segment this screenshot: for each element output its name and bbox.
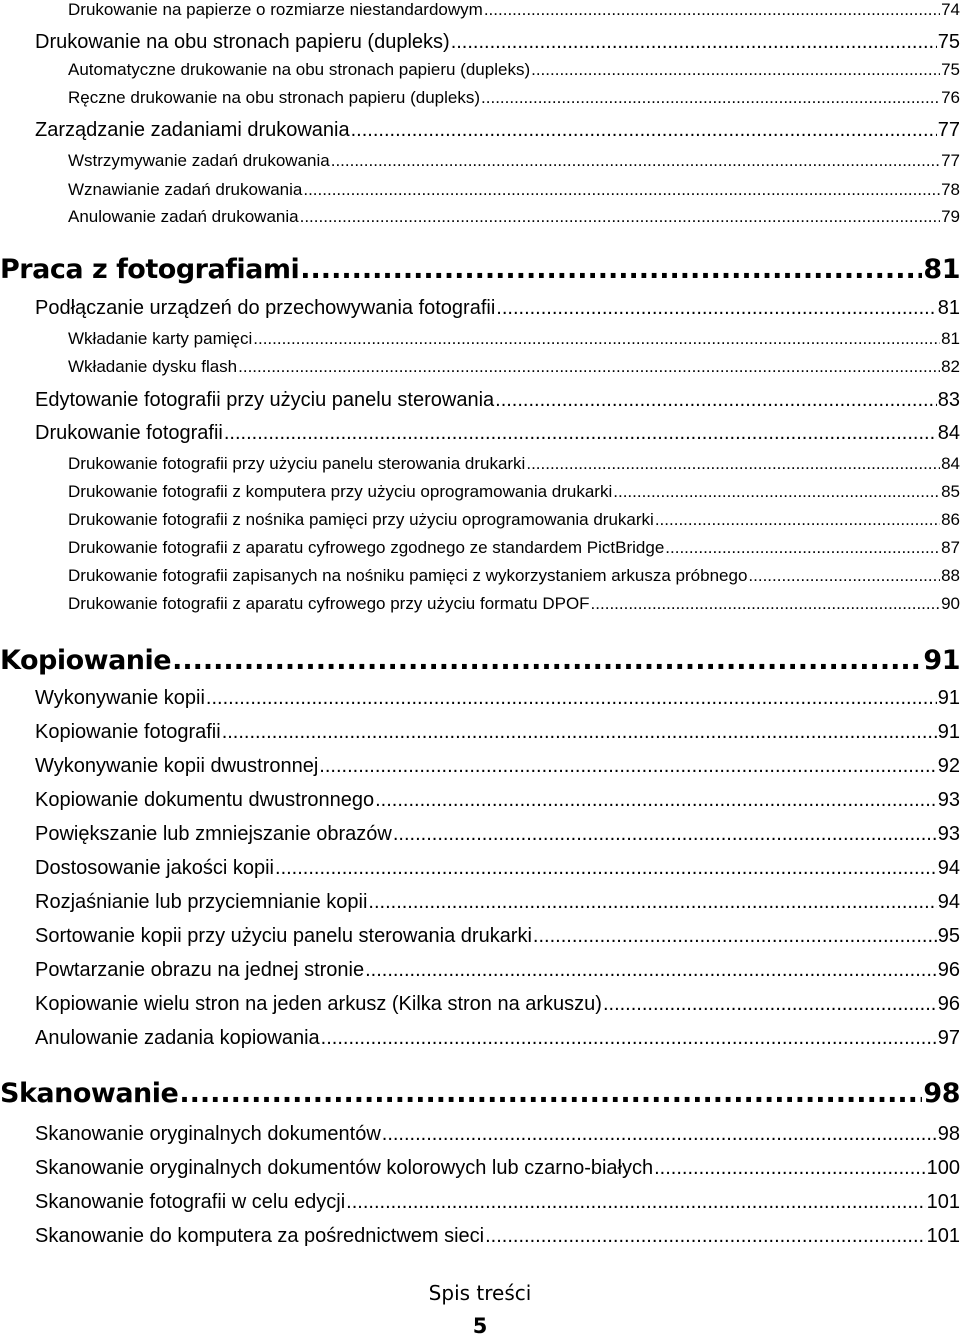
toc-entry-page: 98 bbox=[937, 1123, 960, 1145]
toc-entry-title: Skanowanie oryginalnych dokumentów kolorowych lub czarno-białych bbox=[35, 1157, 654, 1179]
toc-entry-title: Wznawianie zadań drukowania bbox=[68, 180, 303, 199]
toc-chapter[interactable] bbox=[0, 1078, 960, 1109]
toc-dot-leader bbox=[591, 594, 941, 614]
toc-entry-page: 93 bbox=[937, 823, 960, 845]
toc-dot-leader bbox=[222, 721, 937, 744]
toc-entry-title: Wykonywanie kopii dwustronnej bbox=[35, 755, 319, 777]
toc-entry-page: 94 bbox=[937, 891, 960, 913]
toc-entry-page: 93 bbox=[937, 789, 960, 811]
toc-entry-title: Drukowanie fotografii bbox=[35, 422, 223, 444]
toc-dot-leader bbox=[253, 329, 940, 349]
toc-subsection[interactable] bbox=[0, 454, 960, 474]
toc-dot-leader bbox=[303, 180, 940, 200]
toc-dot-leader bbox=[495, 389, 937, 412]
toc-dot-leader bbox=[665, 538, 940, 558]
toc-section[interactable] bbox=[0, 993, 960, 1016]
toc-entry-page: 91 bbox=[937, 687, 960, 709]
toc-entry-page: 101 bbox=[926, 1225, 960, 1247]
toc-dot-leader bbox=[172, 645, 922, 676]
toc-entry-title: Zarządzanie zadaniami drukowania bbox=[35, 119, 350, 141]
toc-entry-title: Wstrzymywanie zadań drukowania bbox=[68, 151, 330, 170]
toc-entry-page: 97 bbox=[937, 1027, 960, 1049]
toc-dot-leader bbox=[655, 510, 940, 530]
toc-entry-page: 88 bbox=[941, 566, 960, 585]
toc-entry-title: Ręczne drukowanie na obu stronach papieru (dupleks) bbox=[68, 88, 481, 107]
toc-dot-leader bbox=[496, 297, 936, 320]
footer-page-number: 5 bbox=[472, 1314, 488, 1338]
toc-entry-title: Praca z fotografiami bbox=[0, 254, 300, 285]
toc-entry-title: Dostosowanie jakości kopii bbox=[35, 857, 275, 879]
toc-entry-title: Skanowanie bbox=[0, 1078, 179, 1109]
toc-entry-page: 98 bbox=[923, 1078, 960, 1109]
toc-entry-page: 81 bbox=[941, 329, 960, 348]
toc-entry-page: 94 bbox=[937, 857, 960, 879]
toc-entry-title: Sortowanie kopii przy użyciu panelu sterowania drukarki bbox=[35, 925, 532, 947]
toc-entry-title: Drukowanie na obu stronach papieru (dupleks) bbox=[35, 31, 450, 53]
toc-section[interactable] bbox=[0, 959, 960, 982]
toc-section[interactable] bbox=[0, 1157, 960, 1180]
toc-entry-title: Drukowanie fotografii zapisanych na nośniku pamięci z wykorzystaniem arkusza próbnego bbox=[68, 566, 748, 585]
toc-section[interactable] bbox=[0, 422, 960, 445]
toc-entry-title: Drukowanie fotografii z aparatu cyfrowego przy użyciu formatu DPOF bbox=[68, 594, 590, 613]
toc-dot-leader bbox=[346, 1191, 925, 1214]
toc-section[interactable] bbox=[0, 1123, 960, 1146]
toc-section[interactable] bbox=[0, 925, 960, 948]
toc-entry-title: Edytowanie fotografii przy użyciu panelu sterowania bbox=[35, 389, 495, 411]
toc-subsection[interactable] bbox=[0, 207, 960, 227]
toc-entry-page: 77 bbox=[937, 119, 960, 141]
toc-entry-title: Drukowanie fotografii przy użyciu panelu sterowania drukarki bbox=[68, 454, 526, 473]
toc-entry-page: 76 bbox=[941, 88, 960, 107]
toc-section[interactable] bbox=[0, 755, 960, 778]
toc-dot-leader bbox=[382, 1123, 937, 1146]
toc-dot-leader bbox=[485, 1225, 926, 1248]
toc-entry-title: Podłączanie urządzeń do przechowywania fotografii bbox=[35, 297, 496, 319]
toc-entry-title: Wkładanie dysku flash bbox=[68, 357, 238, 376]
toc-section[interactable] bbox=[0, 823, 960, 846]
toc-dot-leader bbox=[206, 687, 937, 710]
toc-chapter[interactable] bbox=[0, 254, 960, 285]
toc-entry-page: 82 bbox=[941, 357, 960, 376]
toc-entry-title: Automatyczne drukowanie na obu stronach papieru (dupleks) bbox=[68, 60, 531, 79]
toc-entry-page: 77 bbox=[941, 151, 960, 170]
toc-dot-leader bbox=[533, 925, 937, 948]
toc-entry-page: 86 bbox=[941, 510, 960, 529]
toc-entry-title: Skanowanie oryginalnych dokumentów bbox=[35, 1123, 381, 1145]
toc-entry-page: 96 bbox=[937, 959, 960, 981]
toc-entry-title: Drukowanie fotografii z komputera przy użyciu oprogramowania drukarki bbox=[68, 482, 613, 501]
toc-entry-title: Anulowanie zadania kopiowania bbox=[35, 1027, 320, 1049]
toc-entry-page: 91 bbox=[937, 721, 960, 743]
toc-subsection[interactable] bbox=[0, 482, 960, 502]
toc-dot-leader bbox=[603, 993, 937, 1016]
toc-dot-leader bbox=[179, 1078, 922, 1109]
toc-entry-title: Skanowanie do komputera za pośrednictwem sieci bbox=[35, 1225, 485, 1247]
toc-subsection[interactable] bbox=[0, 151, 960, 171]
toc-section[interactable] bbox=[0, 389, 960, 412]
toc-dot-leader bbox=[531, 60, 940, 80]
toc-dot-leader bbox=[481, 88, 940, 108]
toc-subsection[interactable] bbox=[0, 60, 960, 80]
toc-entry-page: 90 bbox=[941, 594, 960, 613]
toc-dot-leader bbox=[238, 357, 940, 377]
toc-entry-page: 101 bbox=[926, 1191, 960, 1213]
toc-entry-title: Skanowanie fotografii w celu edycji bbox=[35, 1191, 346, 1213]
toc-dot-leader bbox=[654, 1157, 926, 1180]
toc-entry-page: 84 bbox=[941, 454, 960, 473]
toc-dot-leader bbox=[321, 1027, 937, 1050]
toc-entry-title: Anulowanie zadań drukowania bbox=[68, 207, 299, 226]
toc-entry-title: Kopiowanie wielu stron na jeden arkusz (Kilka stron na arkuszu) bbox=[35, 993, 602, 1015]
toc-dot-leader bbox=[375, 789, 937, 812]
toc-section[interactable] bbox=[0, 1191, 960, 1214]
toc-section[interactable] bbox=[0, 687, 960, 710]
toc-dot-leader bbox=[300, 207, 940, 227]
toc-dot-leader bbox=[224, 422, 937, 445]
toc-dot-leader bbox=[748, 566, 940, 586]
toc-entry-page: 75 bbox=[941, 60, 960, 79]
toc-section[interactable] bbox=[0, 891, 960, 914]
toc-entry-page: 96 bbox=[937, 993, 960, 1015]
toc-dot-leader bbox=[484, 0, 940, 20]
toc-entry-title: Drukowanie fotografii z aparatu cyfrowego zgodnego ze standardem PictBridge bbox=[68, 538, 665, 557]
toc-subsection[interactable] bbox=[0, 594, 960, 614]
toc-entry-page: 81 bbox=[923, 254, 960, 285]
toc-subsection[interactable] bbox=[0, 538, 960, 558]
toc-entry-title: Kopiowanie fotografii bbox=[35, 721, 221, 743]
toc-section[interactable] bbox=[0, 119, 960, 142]
toc-entry-page: 74 bbox=[941, 0, 960, 19]
toc-entry-page: 84 bbox=[937, 422, 960, 444]
toc-entry-page: 81 bbox=[937, 297, 960, 319]
toc-entry-title: Rozjaśnianie lub przyciemnianie kopii bbox=[35, 891, 368, 913]
toc-dot-leader bbox=[351, 119, 937, 142]
toc-section[interactable] bbox=[0, 789, 960, 812]
toc-entry-page: 91 bbox=[923, 645, 960, 676]
toc-entry-title: Powiększanie lub zmniejszanie obrazów bbox=[35, 823, 392, 845]
toc-entry-page: 87 bbox=[941, 538, 960, 557]
toc-entry-title: Powtarzanie obrazu na jednej stronie bbox=[35, 959, 365, 981]
toc-dot-leader bbox=[331, 151, 940, 171]
toc-section[interactable] bbox=[0, 31, 960, 54]
toc-entry-page: 83 bbox=[937, 389, 960, 411]
toc-chapter[interactable] bbox=[0, 645, 960, 676]
toc-subsection[interactable] bbox=[0, 329, 960, 349]
toc-section[interactable] bbox=[0, 857, 960, 880]
toc-entry-title: Drukowanie fotografii z nośnika pamięci przy użyciu oprogramowania drukarki bbox=[68, 510, 654, 529]
toc-dot-leader bbox=[319, 755, 936, 778]
toc-dot-leader bbox=[393, 823, 937, 846]
toc-subsection[interactable] bbox=[0, 0, 960, 20]
toc-subsection[interactable] bbox=[0, 180, 960, 200]
toc-entry-page: 78 bbox=[941, 180, 960, 199]
toc-entry-title: Kopiowanie dokumentu dwustronnego bbox=[35, 789, 375, 811]
toc-section[interactable] bbox=[0, 721, 960, 744]
toc-entry-page: 100 bbox=[926, 1157, 960, 1179]
toc-entry-page: 75 bbox=[937, 31, 960, 53]
toc-subsection[interactable] bbox=[0, 566, 960, 586]
toc-section[interactable] bbox=[0, 297, 960, 320]
toc-entry-page: 79 bbox=[941, 207, 960, 226]
toc-dot-leader bbox=[300, 254, 922, 285]
toc-subsection[interactable] bbox=[0, 357, 960, 377]
toc-entry-title: Drukowanie na papierze o rozmiarze niestandardowym bbox=[68, 0, 483, 19]
footer-section-title: Spis treści bbox=[428, 1281, 532, 1305]
toc-subsection[interactable] bbox=[0, 88, 960, 108]
toc-dot-leader bbox=[526, 454, 940, 474]
toc-entry-title: Kopiowanie bbox=[0, 645, 172, 676]
toc-subsection[interactable] bbox=[0, 510, 960, 530]
toc-dot-leader bbox=[451, 31, 937, 54]
toc-entry-page: 95 bbox=[937, 925, 960, 947]
toc-section[interactable] bbox=[0, 1225, 960, 1248]
toc-dot-leader bbox=[275, 857, 937, 880]
toc-entry-title: Wykonywanie kopii bbox=[35, 687, 205, 709]
toc-section[interactable] bbox=[0, 1027, 960, 1050]
toc-dot-leader bbox=[613, 482, 940, 502]
toc-dot-leader bbox=[365, 959, 937, 982]
toc-entry-page: 85 bbox=[941, 482, 960, 501]
toc-entry-page: 92 bbox=[937, 755, 960, 777]
toc-entry-title: Wkładanie karty pamięci bbox=[68, 329, 253, 348]
toc-dot-leader bbox=[368, 891, 936, 914]
